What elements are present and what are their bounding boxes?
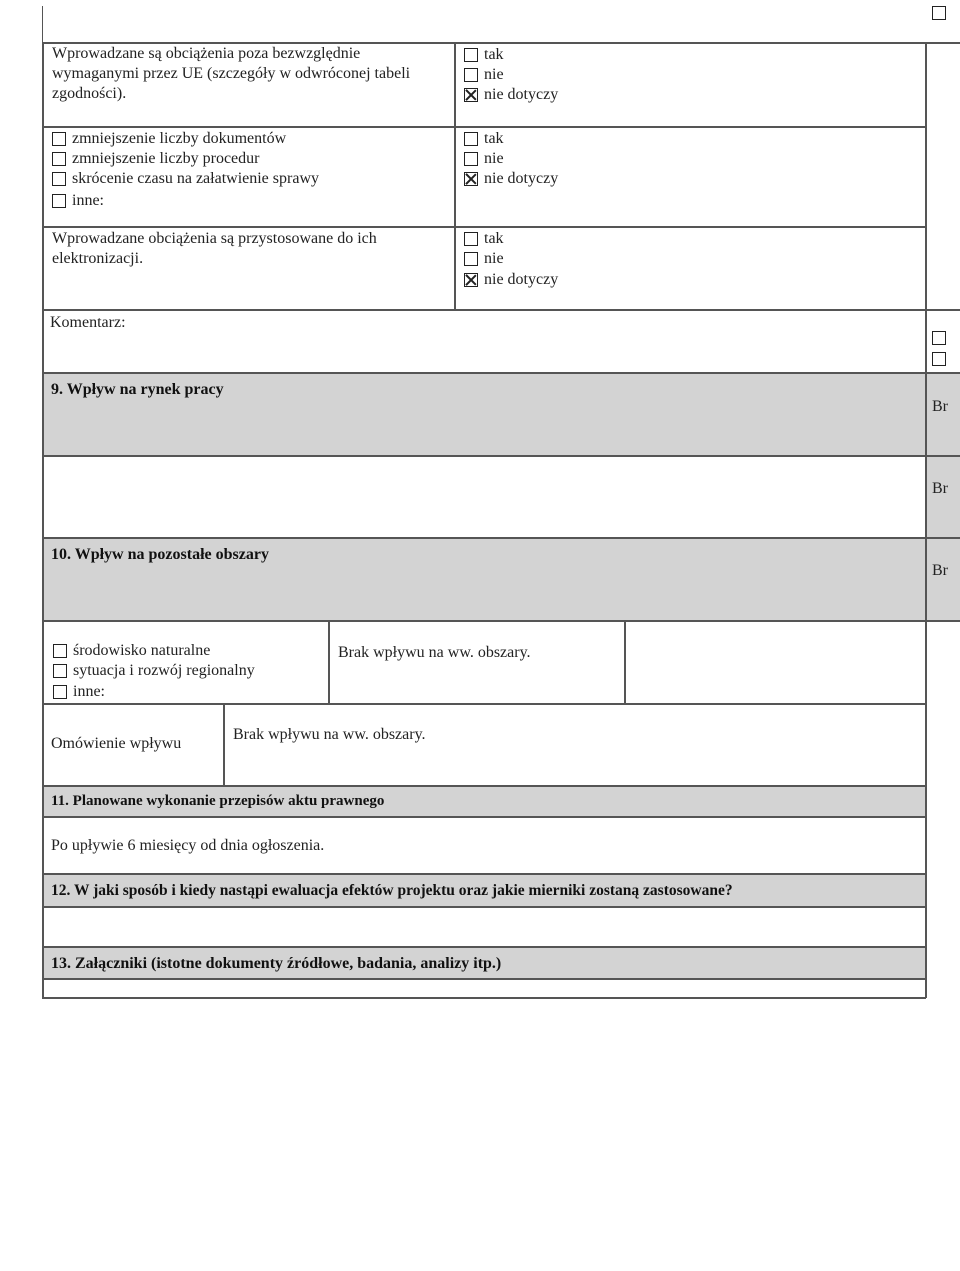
checkbox-icon[interactable] [53, 685, 67, 699]
area-item-other[interactable]: inne: [53, 682, 105, 702]
row-divider-5 [42, 455, 960, 457]
edge-checkbox-1[interactable] [932, 331, 946, 345]
reg-ue-option-tak[interactable]: tak [464, 45, 504, 65]
checkbox-icon[interactable] [53, 664, 67, 678]
row-divider-6 [42, 537, 960, 539]
simplification-item-procedures[interactable]: zmniejszenie liczby procedur [52, 149, 259, 169]
row-divider-9 [42, 785, 926, 787]
row-divider-4 [42, 372, 960, 374]
edge-text-2: Br [932, 480, 948, 497]
row-divider-7 [42, 620, 960, 622]
edge-text-3: Br [932, 562, 948, 579]
row-divider-11 [42, 873, 926, 875]
discussion-value: Brak wpływu na ww. obszary. [233, 726, 426, 743]
reg-ue-label-line1: Wprowadzane są obciążenia poza bezwzględnie [52, 45, 361, 62]
options-column-divider [454, 42, 456, 310]
section11-title: 11. Planowane wykonanie przepisów aktu prawnego [51, 793, 385, 809]
row-divider-3 [42, 309, 960, 311]
row-divider-13 [42, 946, 926, 948]
checkbox-icon[interactable] [52, 152, 66, 166]
discussion-column-divider [223, 703, 225, 786]
section11-value: Po upływie 6 miesięcy od dnia ogłoszenia. [51, 837, 325, 854]
areas-column-divider [328, 620, 330, 704]
section13-title: 13. Załączniki (istotne dokumenty źródłowe, badania, analizy itp.) [51, 955, 502, 972]
row-divider-12 [42, 906, 926, 908]
discussion-label: Omówienie wpływu [51, 735, 182, 752]
checkbox-icon[interactable] [52, 132, 66, 146]
row-divider-8 [42, 703, 926, 705]
table-bottom-border [42, 997, 926, 999]
checkbox-icon[interactable] [464, 48, 478, 62]
areas-summary: Brak wpływu na ww. obszary. [338, 644, 531, 661]
checked-checkbox-icon[interactable] [464, 172, 478, 186]
simplification-option-nie[interactable]: nie [464, 149, 504, 169]
electronization-label-line2: elektronizacji. [52, 250, 144, 267]
edge-text-1: Br [932, 398, 948, 415]
reg-ue-option-nie-dotyczy[interactable]: nie dotyczy [464, 85, 558, 105]
checkbox-icon[interactable] [464, 68, 478, 82]
electronization-option-nie-dotyczy[interactable]: nie dotyczy [464, 270, 558, 290]
edge-checkbox-2[interactable] [932, 352, 946, 366]
checkbox-icon[interactable] [464, 252, 478, 266]
areas-column-divider-2 [624, 620, 626, 704]
area-item-regional[interactable]: sytuacja i rozwój regionalny [53, 661, 255, 681]
edge-checkbox-top[interactable] [932, 6, 946, 20]
electronization-label-line1: Wprowadzane obciążenia są przystosowane do ich [52, 230, 377, 247]
page-top-tick [42, 6, 43, 42]
section9-title: 9. Wpływ na rynek pracy [51, 381, 224, 398]
simplification-item-time[interactable]: skrócenie czasu na załatwienie sprawy [52, 169, 319, 189]
reg-ue-label-line3: zgodności). [52, 85, 127, 102]
section12-title: 12. W jaki sposób i kiedy nastąpi ewaluacja efektów projektu oraz jakie mierniki zostaną zastosowane? [51, 882, 733, 899]
section10-title: 10. Wpływ na pozostałe obszary [51, 546, 269, 563]
row-divider-14 [42, 978, 926, 980]
reg-ue-label-line2: wymaganymi przez UE (szczegóły w odwróconej tabeli [52, 65, 411, 82]
checkbox-icon[interactable] [52, 194, 66, 208]
table-left-border [42, 42, 44, 998]
simplification-item-documents[interactable]: zmniejszenie liczby dokumentów [52, 129, 286, 149]
checked-checkbox-icon[interactable] [464, 88, 478, 102]
electronization-option-tak[interactable]: tak [464, 229, 504, 249]
simplification-item-other[interactable]: inne: [52, 191, 104, 211]
checkbox-icon[interactable] [464, 232, 478, 246]
simplification-option-nie-dotyczy[interactable]: nie dotyczy [464, 169, 558, 189]
checkbox-icon[interactable] [53, 644, 67, 658]
area-item-environment[interactable]: środowisko naturalne [53, 641, 210, 661]
electronization-option-nie[interactable]: nie [464, 249, 504, 269]
table-right-border [925, 42, 927, 998]
checked-checkbox-icon[interactable] [464, 273, 478, 287]
reg-ue-option-nie[interactable]: nie [464, 65, 504, 85]
row-divider-2 [42, 226, 926, 228]
checkbox-icon[interactable] [464, 152, 478, 166]
checkbox-icon[interactable] [52, 172, 66, 186]
comment-label: Komentarz: [50, 314, 126, 331]
checkbox-icon[interactable] [464, 132, 478, 146]
row-divider-1 [42, 126, 926, 128]
row-divider-10 [42, 816, 926, 818]
simplification-option-tak[interactable]: tak [464, 129, 504, 149]
